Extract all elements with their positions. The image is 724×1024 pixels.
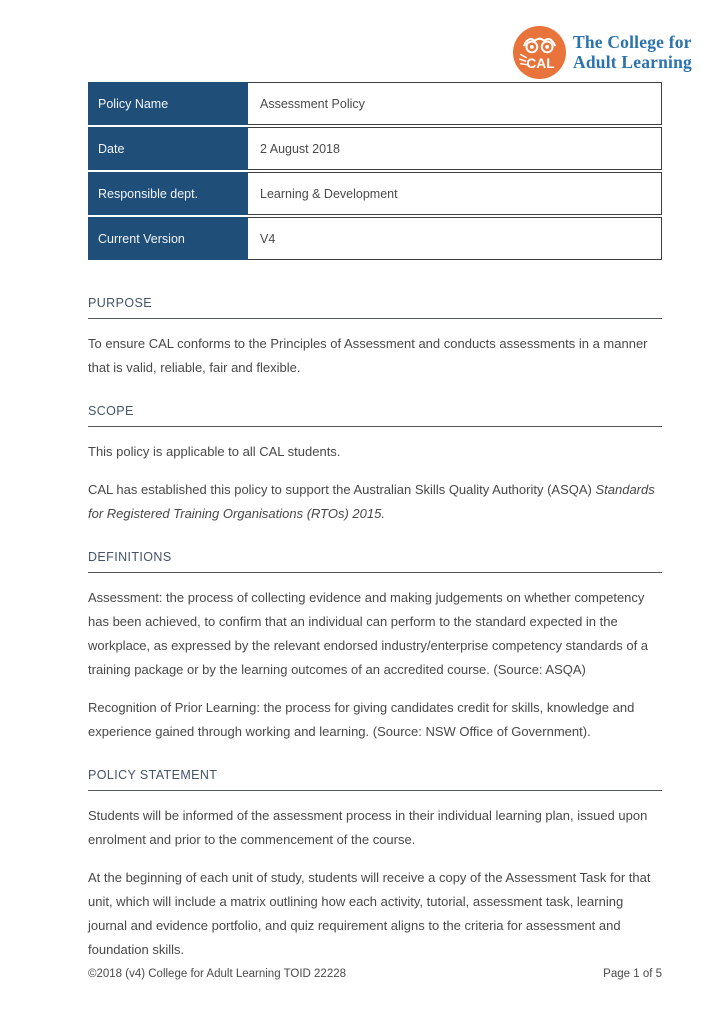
paragraph-text: Assessment: the process of collecting evidence and making judgements on whether competency has been achieved, to confirm that an individual can perform to the standard expected in the workplace, as expressed by the relevant endorsed industry/enterprise competency standards of a training package or by the learning outcomes of an accredited course. (Source: ASQA) (88, 590, 649, 677)
table-row (88, 172, 662, 215)
section-title: DEFINITIONS (88, 550, 172, 564)
section-divider (88, 426, 662, 427)
table-row-value: V4 (248, 217, 662, 260)
table-row (88, 82, 662, 125)
policy-info-table (88, 82, 662, 260)
paragraph-text: At the beginning of each unit of study, students will receive a copy of the Assessment Task for that unit, which will include a matrix outlining how each activity, tutorial, assessment task, learning journal and evidence portfolio, and quiz requirement aligns to the criteria for assessment and foundation skills. (88, 870, 651, 957)
table-row-label: Policy Name (88, 82, 248, 125)
section-divider (88, 318, 662, 319)
paragraph-text: This policy is applicable to all CAL students. (88, 444, 341, 459)
paragraph (88, 332, 662, 380)
paragraph (88, 696, 662, 744)
logo-wordmark-line2: Adult Learning (572, 51, 692, 72)
paragraph (88, 804, 662, 852)
section-purpose (88, 296, 662, 380)
paragraph-text: Recognition of Prior Learning: the process for giving candidates credit for skills, knowledge and experience gained through working and learning. (Source: NSW Office of Government). (88, 700, 635, 739)
section-title: SCOPE (88, 404, 134, 418)
paragraph (88, 478, 662, 526)
table-row (88, 217, 662, 260)
section-definitions (88, 550, 662, 744)
table-row-value: Learning & Development (248, 172, 662, 215)
content-column (0, 82, 724, 962)
header (0, 0, 724, 80)
paragraph-text: CAL has established this policy to support the Australian Skills Quality Authority (ASQA) (88, 482, 596, 497)
footer-page-number: Page 1 of 5 (603, 968, 662, 980)
paragraph (88, 866, 662, 962)
table-row-label: Responsible dept. (88, 172, 248, 215)
section-title: POLICY STATEMENT (88, 768, 218, 782)
table-row-label: Current Version (88, 217, 248, 260)
logo (513, 26, 692, 79)
section-divider (88, 572, 662, 573)
table-row-value: Assessment Policy (248, 82, 662, 125)
paragraph-text: Students will be informed of the assessment process in their individual learning plan, issued upon enrolment and prior to the commencement of the course. (88, 808, 648, 847)
section-scope (88, 404, 662, 526)
paragraph-italic-text: Standards for Registered Training Organisations (RTOs) 2015. (88, 482, 655, 521)
cal-owl-logo-icon (513, 26, 566, 79)
table-row-label: Date (88, 127, 248, 170)
logo-wordmark-line1: The College for (572, 31, 692, 52)
logo-wordmark (573, 33, 692, 72)
section-policy-statement (88, 768, 662, 962)
table-row-value: 2 August 2018 (248, 127, 662, 170)
section-divider (88, 790, 662, 791)
paragraph (88, 586, 662, 682)
paragraph (88, 440, 662, 464)
logo-monogram: CAL (526, 55, 555, 71)
paragraph-text: To ensure CAL conforms to the Principles of Assessment and conducts assessments in a manner that is valid, reliable, fair and flexible. (88, 336, 648, 375)
table-row (88, 127, 662, 170)
section-title: PURPOSE (88, 296, 152, 310)
footer-copyright: ©2018 (v4) College for Adult Learning TOID 22228 (88, 968, 347, 980)
page-footer (88, 968, 662, 980)
